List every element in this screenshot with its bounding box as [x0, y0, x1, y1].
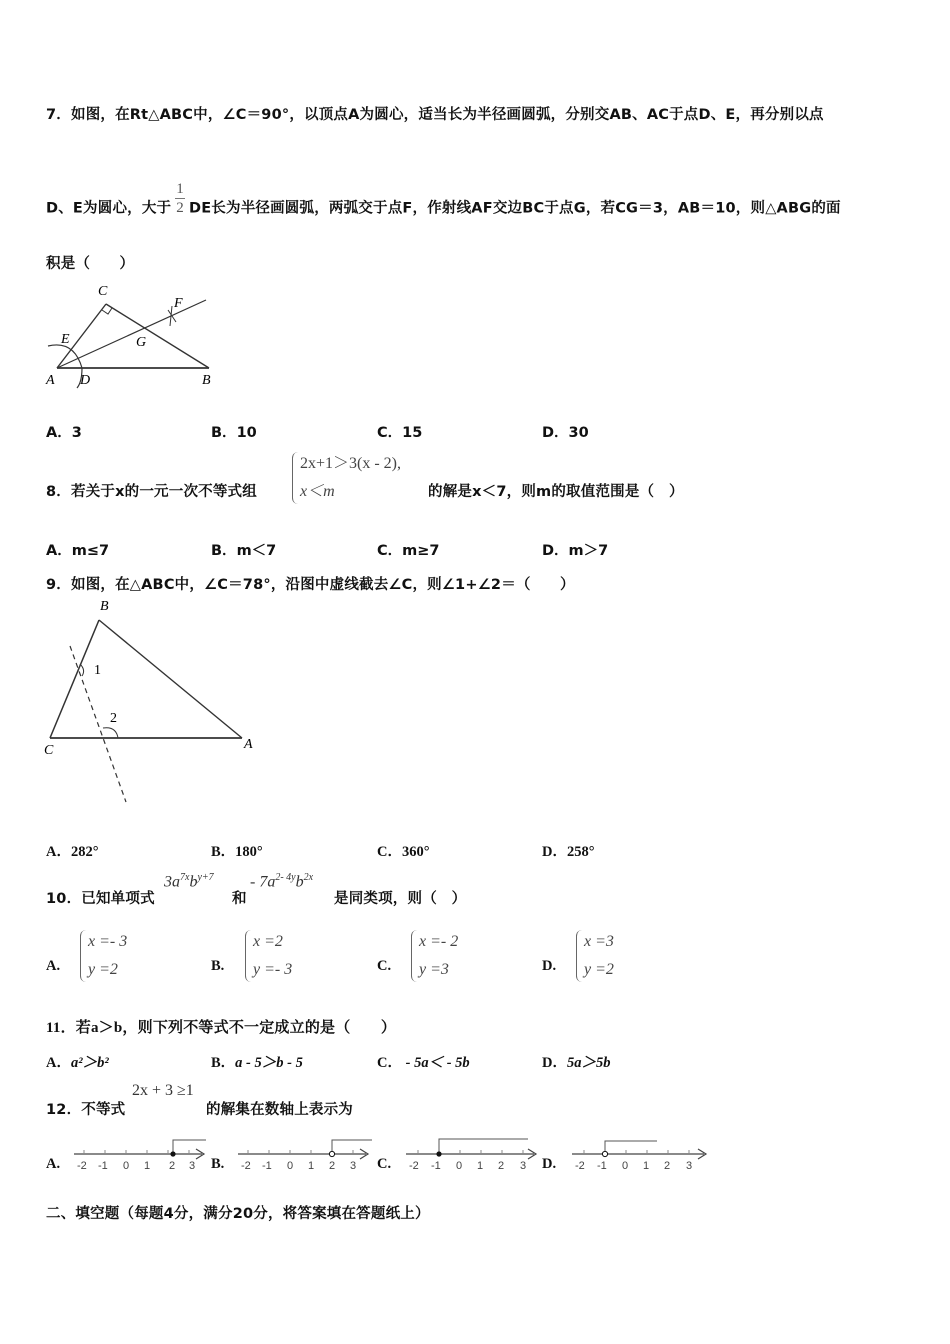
q9-text: 9．如图，在△ABC中，∠C＝78°，沿图中虚线截去∠C，则∠1+∠2＝（ ） [46, 577, 575, 593]
option-letter: C． [377, 1055, 402, 1071]
q7-text-line2 [46, 181, 841, 227]
q9-option-b[interactable] [211, 840, 263, 861]
q9-triangle-figure [40, 598, 270, 808]
label-angle-1: 1 [94, 663, 101, 678]
option-letter: B． [211, 543, 237, 559]
option-system [574, 928, 614, 984]
label-C: C [98, 284, 108, 299]
tick-label: 3 [520, 1160, 527, 1172]
q7-option-a[interactable] [46, 421, 82, 442]
option-letter: B． [211, 425, 237, 441]
option-letter: C． [377, 425, 403, 441]
q8-option-b[interactable] [211, 539, 276, 560]
tick-label: 3 [189, 1160, 196, 1172]
option-letter: C． [377, 844, 402, 860]
option-letter: D． [542, 844, 567, 860]
system-x: x =- 3 [88, 933, 128, 950]
q12-option-d-letter[interactable]: D. [542, 1156, 557, 1172]
q7-option-d[interactable] [542, 421, 589, 442]
q12-option-a-number-line[interactable] [72, 1136, 212, 1176]
tick-label: -1 [431, 1160, 441, 1172]
option-letter: C. [377, 958, 392, 974]
option-letter: B． [211, 1055, 236, 1071]
q12-option-a-letter[interactable]: A. [46, 1156, 61, 1172]
label-A: A [244, 737, 253, 752]
option-text: m＞7 [568, 543, 609, 559]
q9-option-a[interactable] [46, 840, 99, 861]
q9-option-c[interactable] [377, 840, 430, 861]
option-text: 10 [236, 425, 257, 441]
q10-and: 和 [232, 891, 247, 907]
option-system [409, 928, 458, 984]
q7-line2-pre: D、E为圆心，大于 [46, 200, 172, 217]
option-letter: D. [542, 958, 557, 974]
option-text: - 5a＜ - 5b [401, 1055, 470, 1071]
system-y: y =2 [584, 961, 614, 978]
option-letter: A． [46, 1055, 71, 1071]
option-letter: B. [211, 958, 225, 974]
system-x: x =3 [584, 933, 614, 950]
q11-option-a[interactable] [46, 1051, 109, 1072]
q8-inequality-system [290, 450, 401, 506]
q12-option-b-number-line[interactable] [236, 1136, 376, 1176]
option-letter: A． [46, 425, 72, 441]
label-B: B [100, 599, 109, 614]
q12-option-b-letter[interactable]: B. [211, 1156, 225, 1172]
option-text: 360° [401, 844, 430, 860]
mono1-exp-b: y+7 [197, 872, 214, 883]
label-C: C [44, 743, 54, 758]
q8-system-line1: 2x+1＞3(x - 2), [300, 455, 402, 472]
q7-text-line3: 积是（ ） [46, 256, 135, 272]
q8-option-a[interactable] [46, 539, 109, 560]
q7-option-c[interactable] [377, 421, 422, 442]
option-letter: B． [211, 844, 236, 860]
mono2-exp-a: 2- 4y [275, 872, 296, 883]
tick-label: -2 [575, 1160, 585, 1172]
fraction-denominator: 2 [176, 200, 184, 216]
tick-label: 0 [622, 1160, 629, 1172]
label-angle-2: 2 [110, 711, 117, 726]
mono2-base: - 7a [250, 873, 276, 891]
tick-label: 3 [350, 1160, 357, 1172]
mono1-exp-a: 7x [180, 872, 190, 883]
q10-post: 是同类项，则（ ） [334, 891, 467, 907]
option-letter: A. [46, 958, 61, 974]
q12-inequality: 2x + 3 ≥1 [132, 1082, 194, 1099]
tick-label: 0 [456, 1160, 463, 1172]
tick-label: 1 [308, 1160, 315, 1172]
option-text: m≥7 [402, 543, 440, 559]
fraction-numerator: 1 [176, 181, 184, 197]
label-A: A [46, 373, 55, 388]
section-2-heading: 二、填空题（每题4分，满分20分，将答案填在答题纸上） [46, 1206, 430, 1222]
mono2-exp-b: 2x [303, 872, 314, 883]
option-text: 282° [70, 844, 99, 860]
option-text: m＜7 [236, 543, 277, 559]
q8-option-c[interactable] [377, 539, 440, 560]
system-y: y =- 3 [253, 961, 293, 978]
mono1-b: b [189, 873, 198, 891]
option-letter: D． [542, 543, 569, 559]
tick-label: 0 [123, 1160, 130, 1172]
option-system [243, 928, 292, 984]
q12-pre: 12．不等式 [46, 1102, 126, 1118]
q7-triangle-figure [44, 280, 219, 392]
q12-option-d-number-line[interactable] [570, 1136, 710, 1176]
q8-post: 的解是x＜7，则m的取值范围是（ ） [428, 484, 684, 500]
tick-label: 1 [643, 1160, 650, 1172]
tick-label: -1 [597, 1160, 607, 1172]
option-text: 3 [71, 425, 82, 441]
system-y: y =2 [88, 961, 118, 978]
tick-label: -1 [262, 1160, 272, 1172]
q10-monomial-1 [164, 872, 214, 891]
q7-option-b[interactable] [211, 421, 257, 442]
mono2-b: b [295, 873, 304, 891]
tick-label: 2 [498, 1160, 505, 1172]
q12-post: 的解集在数轴上表示为 [206, 1102, 353, 1118]
q12-option-c-number-line[interactable] [404, 1136, 544, 1176]
tick-label: 2 [329, 1160, 336, 1172]
system-x: x =- 2 [419, 933, 459, 950]
tick-label: 3 [686, 1160, 693, 1172]
q8-option-d[interactable] [542, 539, 608, 560]
option-text: 180° [235, 844, 263, 860]
tick-label: 1 [144, 1160, 151, 1172]
mono1-base: 3a [164, 873, 180, 891]
option-text: a - 5＞b - 5 [235, 1055, 303, 1071]
tick-label: -2 [77, 1160, 87, 1172]
q9-option-d[interactable] [542, 840, 595, 861]
q10-pre: 10．已知单项式 [46, 891, 155, 907]
q12-option-c-letter[interactable]: C. [377, 1156, 392, 1172]
label-F: F [174, 296, 183, 311]
label-D: D [80, 373, 91, 388]
q11-option-b[interactable] [211, 1051, 303, 1072]
label-B: B [202, 373, 211, 388]
system-y: y =3 [419, 961, 449, 978]
option-text: 5a＞5b [566, 1055, 611, 1071]
option-letter: A． [46, 844, 71, 860]
option-letter: A． [46, 543, 72, 559]
tick-label: 2 [169, 1160, 176, 1172]
option-letter: D． [542, 1055, 567, 1071]
tick-label: -2 [241, 1160, 251, 1172]
q10-monomial-2 [250, 872, 313, 891]
q11-option-c[interactable] [377, 1051, 470, 1072]
q7-text-line1: 7．如图，在Rt△ABC中，∠C＝90°，以顶点A为圆心，适当长为半径画圆弧，分别交AB、AC于点D、E，再分别以点 [46, 107, 824, 123]
option-text: m≤7 [71, 543, 110, 559]
system-x: x =2 [253, 933, 283, 950]
option-system [78, 928, 127, 984]
option-text: 258° [566, 844, 595, 860]
option-text: 15 [402, 425, 423, 441]
q8-pre: 8．若关于x的一元一次不等式组 [46, 484, 257, 500]
tick-label: 2 [664, 1160, 671, 1172]
option-letter: C． [377, 543, 403, 559]
fraction-one-half [175, 180, 185, 217]
option-text: 30 [568, 425, 589, 441]
option-text: a²＞b² [70, 1055, 109, 1071]
q8-system-line2: x＜m [300, 483, 335, 500]
tick-label: -1 [98, 1160, 108, 1172]
tick-label: 0 [287, 1160, 294, 1172]
q11-option-d[interactable] [542, 1051, 610, 1072]
tick-label: -2 [409, 1160, 419, 1172]
q11-text: 11．若a＞b，则下列不等式不一定成立的是（ ） [46, 1020, 397, 1036]
tick-label: 1 [477, 1160, 484, 1172]
option-letter: D． [542, 425, 569, 441]
label-G: G [136, 335, 147, 350]
label-E: E [61, 332, 70, 347]
q7-line2-post: DE长为半径画圆弧，两弧交于点F，作射线AF交边BC于点G，若CG＝3，AB＝10，则△ABG的面 [188, 200, 841, 217]
